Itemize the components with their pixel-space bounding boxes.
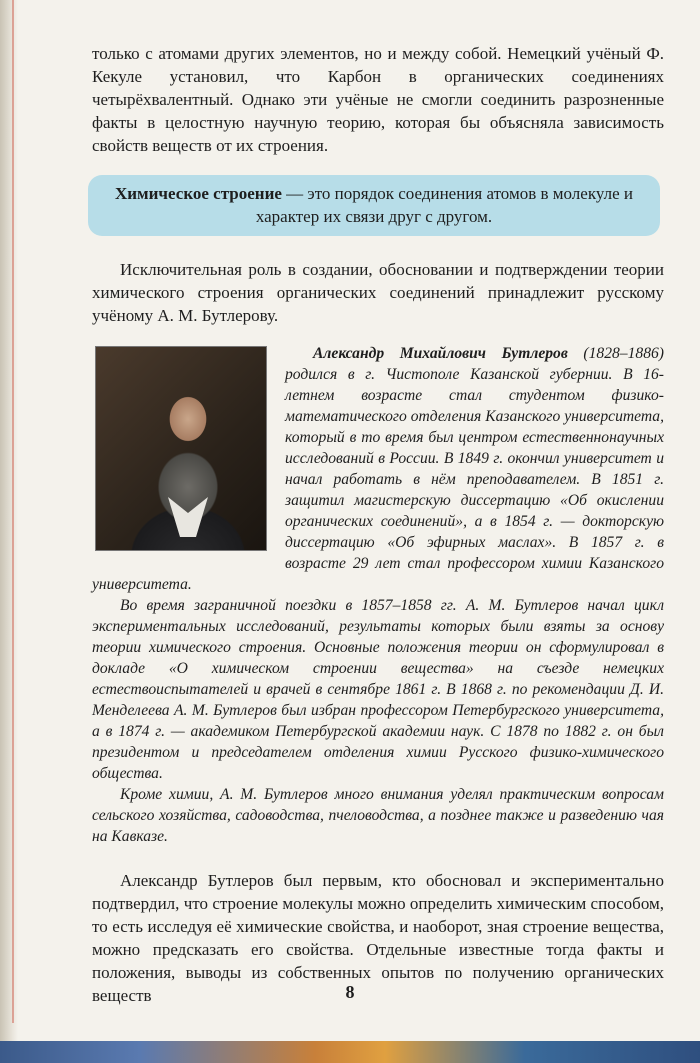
page-number: 8	[345, 982, 355, 1002]
butlerov-portrait-image	[95, 346, 267, 551]
page-edge	[0, 0, 18, 1063]
bottom-decorative-strip	[0, 1041, 700, 1063]
biography-block	[92, 343, 664, 847]
bio-third-paragraph: Кроме химии, А. М. Бутлеров много внимания уделял практическим вопросам сельского хозяйства, садоводства, пчеловодства, а позднее также и разведению чая на Кавказе.	[92, 786, 664, 845]
bio-name: Александр Михайлович Бутлеров	[313, 345, 568, 362]
bio-first-text: (1828–1886) родился в г. Чистополе Казанской губернии. В 16-летнем возрасте стал студентом физико-математического отделения Казанского университета, который в то время был центром естественнонаучных исследований в России. В 1849 г. окончил университет и начал работать в нём преподавателем. В 1851 г. защитил магистерскую диссертацию «Об окислении органических соединений», а в 1854 г. — докторскую диссертацию «Об эфирных маслах». В 1857 г. в возрасте 29 лет стал профессором химии Казанского университета.	[92, 345, 664, 593]
definition-text: — это порядок соединения атомов в молекуле и характер их связи друг с другом.	[255, 184, 633, 226]
spacer	[92, 847, 664, 869]
page-content	[92, 42, 664, 1007]
definition-box	[88, 175, 660, 236]
page-edge-line	[12, 0, 14, 1023]
definition-term: Химическое строение	[114, 184, 282, 203]
intro-paragraph: только с атомами других элементов, но и между собой. Немецкий учёный Ф. Кекуле установил, что Карбон в органических соединениях четырёхвалентный. Однако эти учёные не смогли соединить разрозненные факты в целостную научную теорию, которая бы объясняла зависимость свойств веществ от их строения.	[92, 44, 664, 155]
portrait-collar	[168, 497, 208, 537]
role-paragraph: Исключительная роль в создании, обосновании и подтверждении теории химического строения органических соединений принадлежит русскому учёному А. М. Бутлерову.	[92, 260, 664, 325]
bio-second-paragraph: Во время заграничной поездки в 1857–1858 гг. А. М. Бутлеров начал цикл экспериментальных исследований, результаты которых были взяты за основу теории химического строения. Основные положения теории он сформулировал в докладе «О химическом строении вещества» на съезде немецких естествоиспытателей и врачей в сентябре 1861 г. В 1868 г. по рекомендации Д. И. Менделеева А. М. Бутлеров был избран профессором Петербургского университета, а в 1874 г. — академиком Петербургской академии наук. С 1878 по 1882 г. он был президентом и председателем отделения химии Русского физико-химического общества.	[92, 597, 664, 782]
closing-paragraph: Александр Бутлеров был первым, кто обосновал и экспериментально подтвердил, что строение молекулы можно определить химическим способом, то есть исследуя её химические свойства, и наоборот, зная строение вещества, можно предсказать его свойства. Отдельные известные тогда факты и положения, выводы из собственных опытов по получению органических веществ	[92, 871, 664, 1005]
